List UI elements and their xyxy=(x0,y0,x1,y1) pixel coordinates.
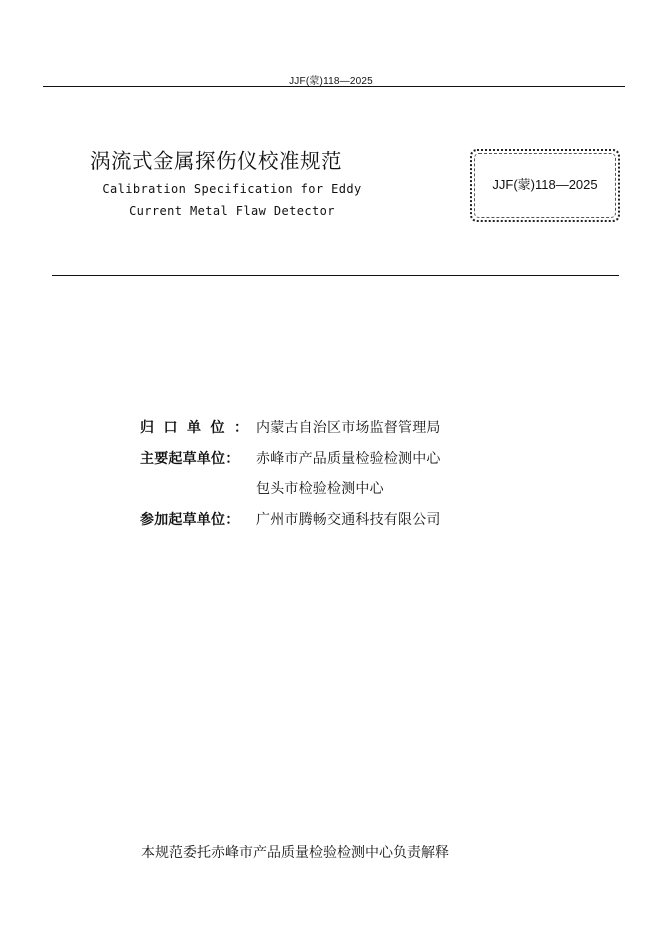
info-label: 归口单位： xyxy=(140,420,258,436)
info-label: 主要起草单位： xyxy=(140,451,240,467)
header-standard-code: JJF(蒙)118—2025 xyxy=(289,76,373,87)
info-value: 内蒙古自治区市场监督管理局 xyxy=(256,420,441,436)
document-title-english-line-1: Calibration Specification for Eddy xyxy=(102,182,362,196)
interpretation-note: 本规范委托赤峰市产品质量检验检测中心负责解释 xyxy=(141,845,449,861)
document-title-chinese: 涡流式金属探伤仪校准规范 xyxy=(90,149,342,173)
info-value: 包头市检验检测中心 xyxy=(256,481,384,497)
title-divider xyxy=(52,275,619,276)
standard-code: JJF(蒙)118—2025 xyxy=(492,177,598,192)
info-value: 广州市腾畅交通科技有限公司 xyxy=(256,512,441,528)
document-title-english-line-2: Current Metal Flaw Detector xyxy=(129,204,335,218)
info-row-main-drafting-unit-2 xyxy=(140,478,384,498)
standard-code-box xyxy=(470,149,620,222)
document-title-english xyxy=(90,178,374,222)
header-rule xyxy=(43,86,625,87)
info-row-participating-drafting-unit xyxy=(140,509,441,529)
info-label: 参加起草单位： xyxy=(140,512,240,528)
info-row-main-drafting-unit xyxy=(140,448,441,468)
info-value: 赤峰市产品质量检验检测中心 xyxy=(256,451,441,467)
info-row-administering-unit xyxy=(140,417,441,437)
